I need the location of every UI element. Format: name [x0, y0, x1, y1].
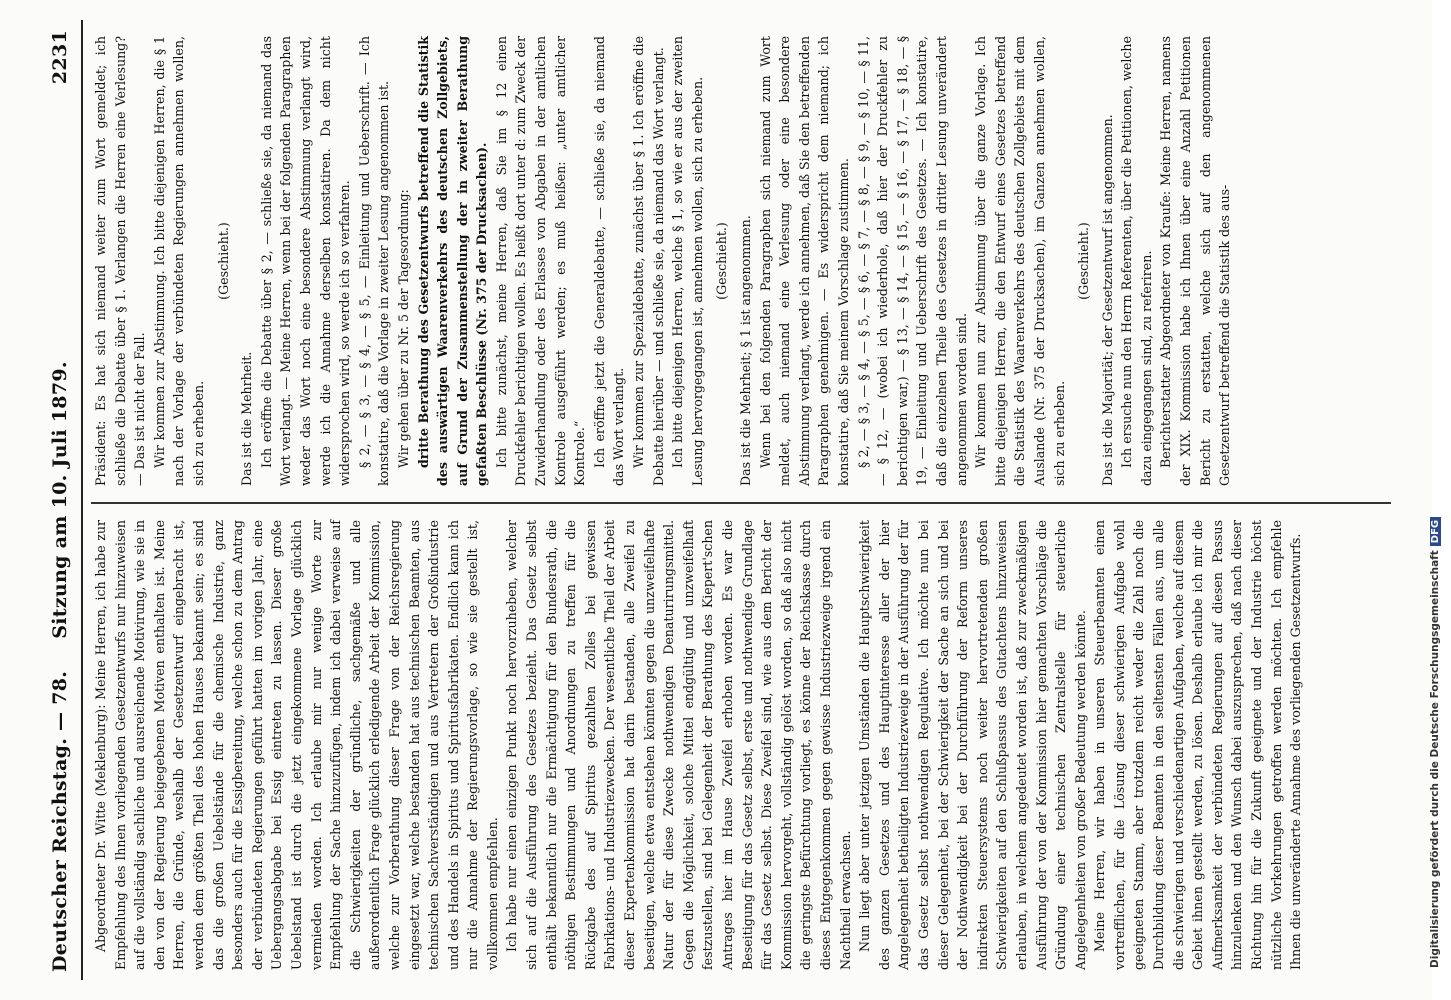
- paragraph: § 2, — § 3, — § 4, — § 5, — § 6, — § 7, — § 8, — § 9, — § 10, — § 11, — § 12, — (wobei ich wiederhole, daß hier der Druckfehler zu berichtigen war,) — § 13, — § 14, — § 15, — § 16, — § 17, — § 18, — § 19, — Einleitung und Ueberschrift des Gesetzes. — Ich konstatire, daß die einzelnen Theile des Gesetzes in dritter Lesung unverändert angenommen worden sind.: [855, 36, 969, 486]
- paragraph: Ich eröffne die Debatte über § 2, — schließe sie, da niemand das Wort verlangt. — Meine Herren, wenn bei der folgenden Paragraphen weder das Wort noch eine besondere Abstimmung verlangt wird, werde ich die Annahme derselben konstatiren. Da dem nicht widersprochen wird, so werde ich so verfahren.: [258, 36, 353, 486]
- paragraph: Abgeordneter Dr. Witte (Meklenburg): Meine Herren, ich habe zur Empfehlung des Ihnen vorliegenden Gesetzentwurfs nur hinzuweisen auf die vollständig sachliche und ausreichende Motivirung, wie sie in den von der Regierung beigegebenen Motiven enthalten ist. Meine Herren, die Gründe, weshalb der Gesetzentwurf eingebracht ist, werden dem größten Theil des hohen Hauses bekannt sein; es sind das die großen Uebelstände für die chemische Industrie, ganz besonders auch für die Essigbereitung, welche schon zu dem Antrag der verbündeten Regierungen geführt hatten im vorigen Jahr, eine Uebergangsabgabe bei Essig eintreten zu lassen. Dieser große Uebelstand ist durch die jetzt eingekommene Vorlage glücklich vermieden worden. Ich erlaube mir nur wenige Worte zur Empfehlung der Sache hinzuzufügen, indem ich dabei verweise auf die Schwierigkeiten der gründliche, sachgemäße und alle außerordentlich Frage glücklich erledigende Arbeit der Kommission, welche zur Vorberathung dieser Frage von der Reichsregierung eingesetzt war, welche bestanden hat aus technischen Beamten, aus technischen Sachverständigen und aus Vertretern der Großindustrie und des Handels in Spiritus und Spiritusfabrikaten. Endlich kann ich nur die Annahme der Regierungsvorlage, so wie sie gestellt ist, vollkommen empfehlen.: [93, 520, 500, 970]
- paragraph: Ich bitte diejenigen Herren, welche § 1, so wie er aus der zweiten Lesung hervorgegangen ist, annehmen wollen, sich zu erheben.: [670, 36, 705, 486]
- header-publication: Deutscher Reichstag. — 78.: [49, 670, 71, 972]
- rotated-document-page: [45, 20, 1410, 980]
- paragraph: Das ist die Mehrheit.: [239, 351, 255, 486]
- stage-direction: (Geschieht.): [215, 222, 231, 300]
- right-column: [91, 36, 1401, 486]
- header-rule: [81, 20, 83, 980]
- paragraph: Das ist die Mehrheit; § 1 ist angenommen.: [738, 215, 753, 486]
- agenda-item: dritte Berathung des Gesetzentwurfs betreffend die Statistik des auswärtigen Waarenverkehrs des deutschen Zollgebiets, auf Grund der Zusammenstellung der in zweiter Berathung gefaßten Beschlüsse (Nr. 375 der Drucksachen).: [415, 36, 490, 486]
- paragraph: Ich bitte zunächst, meine Herren, daß Sie im § 12 einen Druckfehler berichtigen wollen. Es heißt dort unter d: zum Zweck der Zuwiderhandlung oder des Erlasses von Abgaben in der amtlichen Kontrole ausgeführt werden; es muß heißen: „unter amtlicher Kontrole.“: [493, 36, 588, 486]
- paragraph: Wenn bei den folgenden Paragraphen sich niemand zum Wort meldet, auch niemand eine Verlesung oder eine besondere Abstimmung verlangt, werde ich annehmen, daß Sie den betreffenden Paragraphen genehmigen. — Es widerspricht dem niemand; ich konstatire, daß Sie meinem Vorschlage zustimmen.: [757, 36, 851, 486]
- page-header: [45, 20, 79, 980]
- paragraph: Ich eröffne jetzt die Generaldebatte, — schließe sie, da niemand das Wort verlangt.: [591, 36, 627, 486]
- page-number: 2231: [49, 30, 71, 85]
- paragraph: Das ist die Majorität; der Gesetzentwurf ist angenommen.: [1099, 114, 1115, 486]
- paragraph: Ich habe nur einen einzigen Punkt noch hervorzuheben, welcher sich auf die Ausführung des Gesetzes bezieht. Das Gesetz selbst enthält bekanntlich nur die Ermächtigung für den Bundesrath, die nöthigen Bestimmungen und Anordnungen zu treffen für die Rückgabe des auf Spiritus gezahlten Zolles bei gewissen Fabrikations- und Industriezwecken. Der wesentliche Theil der Arbeit dieser Expertenkommission hat darin bestanden, alle Zweifel zu beseitigen, welche etwa entstehen könnten gegen die unzweifelhafte Natur der für diese Zwecke nothwendigen Denaturirungsmittel. Gegen die Möglichkeit, solche Mittel endgültig und unzweifelhaft festzustellen, sind bei Gelegenheit der Berathung des Kiepert'schen Antrages hier im Hause Zweifel erhoben worden. Es war die Beseitigung für das Gesetz selbst, erste und nothwendige Grundlage für das Gesetz selbst. Diese Zweifel sind, wie aus dem Bericht der Kommission hervorgeht, vollständig gelöst worden, so daß also nicht die geringste Befürchtung vorliegt, es könne der Reichskasse durch dieses Entgegenkommen gegen gewisse Industriezweige irgend ein Nachtheil erwachsen.: [504, 520, 853, 970]
- column-divider: [91, 502, 1391, 504]
- left-column: [91, 520, 1401, 970]
- paragraph: Wir kommen nun zur Abstimmung über die ganze Vorlage. Ich bitte diejenigen Herren, die den Entwurf eines Gesetzes betreffend die Statistik des Waarenverkehrs des deutschen Zollgebiets mit dem Auslande (Nr. 375 der Drucksachen), im Ganzen annehmen wollen, sich zu erheben.: [973, 36, 1067, 486]
- stage-direction: (Geschieht.): [714, 222, 730, 300]
- digitization-strip: [1405, 28, 1441, 968]
- header-session-date: Sitzung am 10. Juli 1879.: [49, 361, 71, 639]
- paragraph: Meine Herren, wir haben in unseren Steuerbeamten einen vortrefflichen, für die Lösung dieser schwierigen Aufgabe wohl geeigneten Stamm, aber trotzdem reicht weder die Zahl noch die Durchbildung dieser Beamten in den seltensten Fällen aus, um alle die schwierigen und verschiedenartigen Aufgaben, welche auf diesem Gebiet ihnen gestellt werden, zu lösen. Deshalb erlaube ich mir die Aufmerksamkeit der verbündeten Regierungen auf diesen Passus hinzulenken und den Wunsch dabei auszusprechen, daß nach dieser Richtung hin für die Zukunft geeignete und der Industrie höchst nützliche Vorkehrungen getroffen werden möchten. Ich empfehle Ihnen die unveränderte Annahme des vorliegenden Gesetzentwurfs.: [1092, 520, 1304, 970]
- stage-direction: (Geschieht.): [1076, 222, 1092, 300]
- paragraph: Präsident: Es hat sich niemand weiter zum Wort gemeldet; ich schließe die Debatte über § 1. Verlangen die Herren eine Verlesung? — Das ist nicht der Fall.: [93, 36, 148, 486]
- paragraph: Ich ersuche nun den Herrn Referenten, über die Petitionen, welche dazu eingegangen sind, zu referiren.: [1119, 36, 1154, 486]
- paragraph: Wir gehen über zu Nr. 5 der Tagesordnung:: [395, 189, 411, 468]
- paragraph: Wir kommen zur Abstimmung. Ich bitte diejenigen Herren, die § 1 nach der Vorlage der verbündeten Regierungen annehmen wollen, sich zu erheben.: [151, 36, 206, 486]
- paragraph: Wir kommen zur Spezialdebatte, zunächst über § 1. Ich eröffne die Debatte hierüber — und schließe sie, da niemand das Wort verlangt.: [631, 36, 666, 486]
- digitization-notice: Digitalisierung gefördert durch die Deutsche Forschungsgemeinschaft: [1429, 550, 1441, 968]
- paragraph: Berichterstatter Abgeordneter von Kraufe: Meine Herren, namens der XIX. Kommission habe ich Ihnen über eine Anzahl Petitionen Bericht zu erstatten, welche sich auf den angenommenen Gesetzentwurf betreffend die Statistik des aus-: [1158, 36, 1233, 486]
- paragraph: Nun liegt aber unter jetzigen Umständen die Hauptschwierigkeit des ganzen Gesetzes und des Hauptinteresse aller der hier Angelegenheit betheiligten Industriezweige in der Ausführung der für das Gesetz selbst nothwendigen Regulative. Ich möchte nun bei dieser Gelegenheit, bei der Schwierigkeit der Sache an sich und bei der Nothwendigkeit bei der Durchführung der Reform unseres indirekten Steuersystems noch weiter hervortretenden großen Schwierigkeiten auf den Schlußpassus des Gutachtens hinzuweisen erlauben, in welchem angedeutet worden ist, daß zur zweckmäßigen Ausführung der von der Kommission hier gemachten Vorschläge die Gründung einer technischen Zentralstelle für steuerliche Angelegenheiten von großer Bedeutung werden könnte.: [857, 520, 1088, 970]
- paragraph: § 2, — § 3, — § 4, — § 5, — Einleitung und Ueberschrift. — Ich konstatire, daß die Vorlage in zweiter Lesung angenommen ist.: [356, 36, 392, 486]
- dfg-logo: DFG: [1430, 517, 1441, 546]
